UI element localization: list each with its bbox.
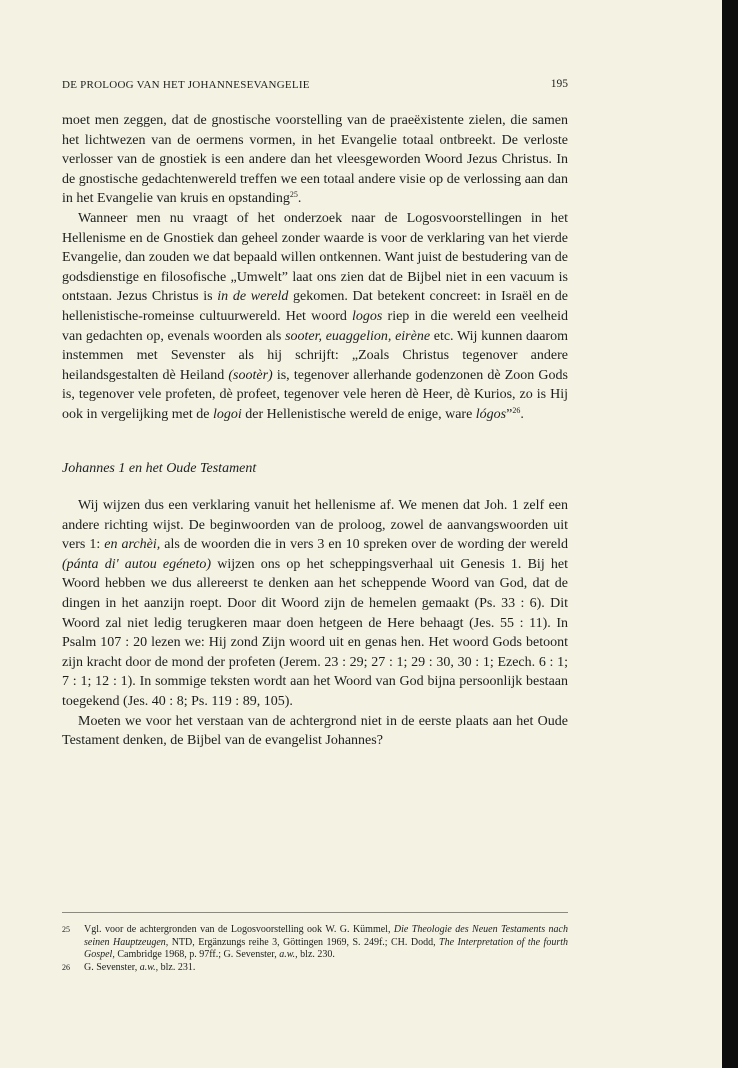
footnotes bbox=[62, 924, 568, 974]
paragraph-4: Moeten we voor het verstaan van de achtergrond niet in de eerste plaats aan het Oude Testament denken, de Bijbel van de evangelist Johannes? bbox=[62, 713, 568, 749]
page-number: 195 bbox=[550, 78, 568, 90]
footnote-ref-26: 26 bbox=[512, 405, 521, 415]
paragraph-3: Wij wijzen dus een verklaring vanuit het hellenisme af. We menen dat Joh. 1 zelf een andere richting wijst. De beginwoorden van de proloog, zowel de aanvangswoorden uit vers 1: en archèi, als de woorden die in vers 3 en 10 spreken over de wording der wereld (pánta di' autou egéneto) wijzen ons op het scheppingsverhaal uit Genesis 1. Bij het Woord hebben we dus allereerst te denken aan het scheppende Woord van God, dat de dingen in het aanzijn roept. Door dit Woord zijn de hemelen gemaakt (Ps. 33 : 6). Dit Woord zal niet ledig terugkeren maar doen hetgeen de Here behaagt (Jes. 55 : 11). In Psalm 107 : 20 lezen we: Hij zond Zijn woord uit en genas hen. Het woord Gods betoont zijn kracht door de mond der profeten (Jerem. 23 : 29; 27 : 1; 29 : 30, 30 : 1; Ezech. 6 : 1; 7 : 1; 12 : 1). In sommige teksten wordt aan het Woord van God bijna persoonlijk bestaan toegekend (Jes. 40 : 8; Ps. 119 : 89, 105). bbox=[62, 498, 568, 710]
footnote-26: 26 G. Sevenster, a.w., blz. 231. bbox=[62, 961, 196, 973]
footnote-number: 25 bbox=[62, 925, 70, 934]
paragraph-1: moet men zeggen, dat de gnostische voorstelling van de praeëxistente zielen, die samen het lichtwezen van de oermens vormen, in het Evangelie totaal ontbreekt. De verloste verlosser van de gnostiek is een andere dan het vleesgeworden Woord Jezus Christus. In de gnostische gedachtenwereld treffen we een totaal andere visie op de verlossing aan dan in het Evangelie van kruis en opstanding$^{25}$. bbox=[62, 113, 568, 207]
section-heading: Johannes 1 en het Oude Testament bbox=[62, 460, 257, 476]
footnote-divider bbox=[62, 912, 568, 913]
running-header bbox=[62, 79, 568, 91]
footnote-number: 26 bbox=[62, 962, 70, 972]
paragraph-2: Wanneer men nu vraagt of het onderzoek naar de Logosvoorstellingen in het Hellenisme en de Gnostiek dan geheel zonder waarde is voor de verklaring van het vierde Evangelie, dan zouden we dat bepaald willen ontkennen. Want juist de bestudering van de godsdienstige en filosofische „Umwelt” laat ons zien dat de Bijbel niet in een vacuum is ontstaan. Jezus Christus is in de wereld gekomen. Dat betekent concreet: in Israël en de hellenistische-romeinse cultuurwereld. Het woord logos riep in die wereld een veelheid van gedachten op, evenals woorden als sooter, euaggelion, eirène etc. Wij kunnen daarom instemmen met Sevenster als hij schrijft: „Zoals Christus tegenover andere heilandsgestalten dè Heiland (sootèr) is, tegenover allerhande godenzonen dè Zoon Gods is, tegenover vele profeten, dè profeet, tegenover vele heren dè Heer, dè Kurios, zo is Hij ook in vergelijking met de logoi der Hellenistische wereld de enige, ware lógos”$^{26}$. bbox=[62, 210, 569, 422]
main-text bbox=[62, 111, 568, 751]
scan-edge bbox=[722, 0, 738, 1068]
footnote-25: 25 Vgl. voor de achtergronden van de Logosvoorstelling ook W. G. Kümmel, Die Theologie des Neuen Testaments nach seinen Hauptzeugen, NTD, Ergänzungs reihe 3, Göttingen 1969, S. 249f.; CH. Dodd, The Interpretation of the fourth Gospel, Cambridge 1968, p. 97ff.; G. Sevenster, a.w., blz. 230. bbox=[62, 924, 568, 961]
running-title: DE PROLOOG VAN HET JOHANNESEVANGELIE bbox=[62, 79, 310, 91]
footnote-ref-25: 25 bbox=[289, 190, 298, 200]
